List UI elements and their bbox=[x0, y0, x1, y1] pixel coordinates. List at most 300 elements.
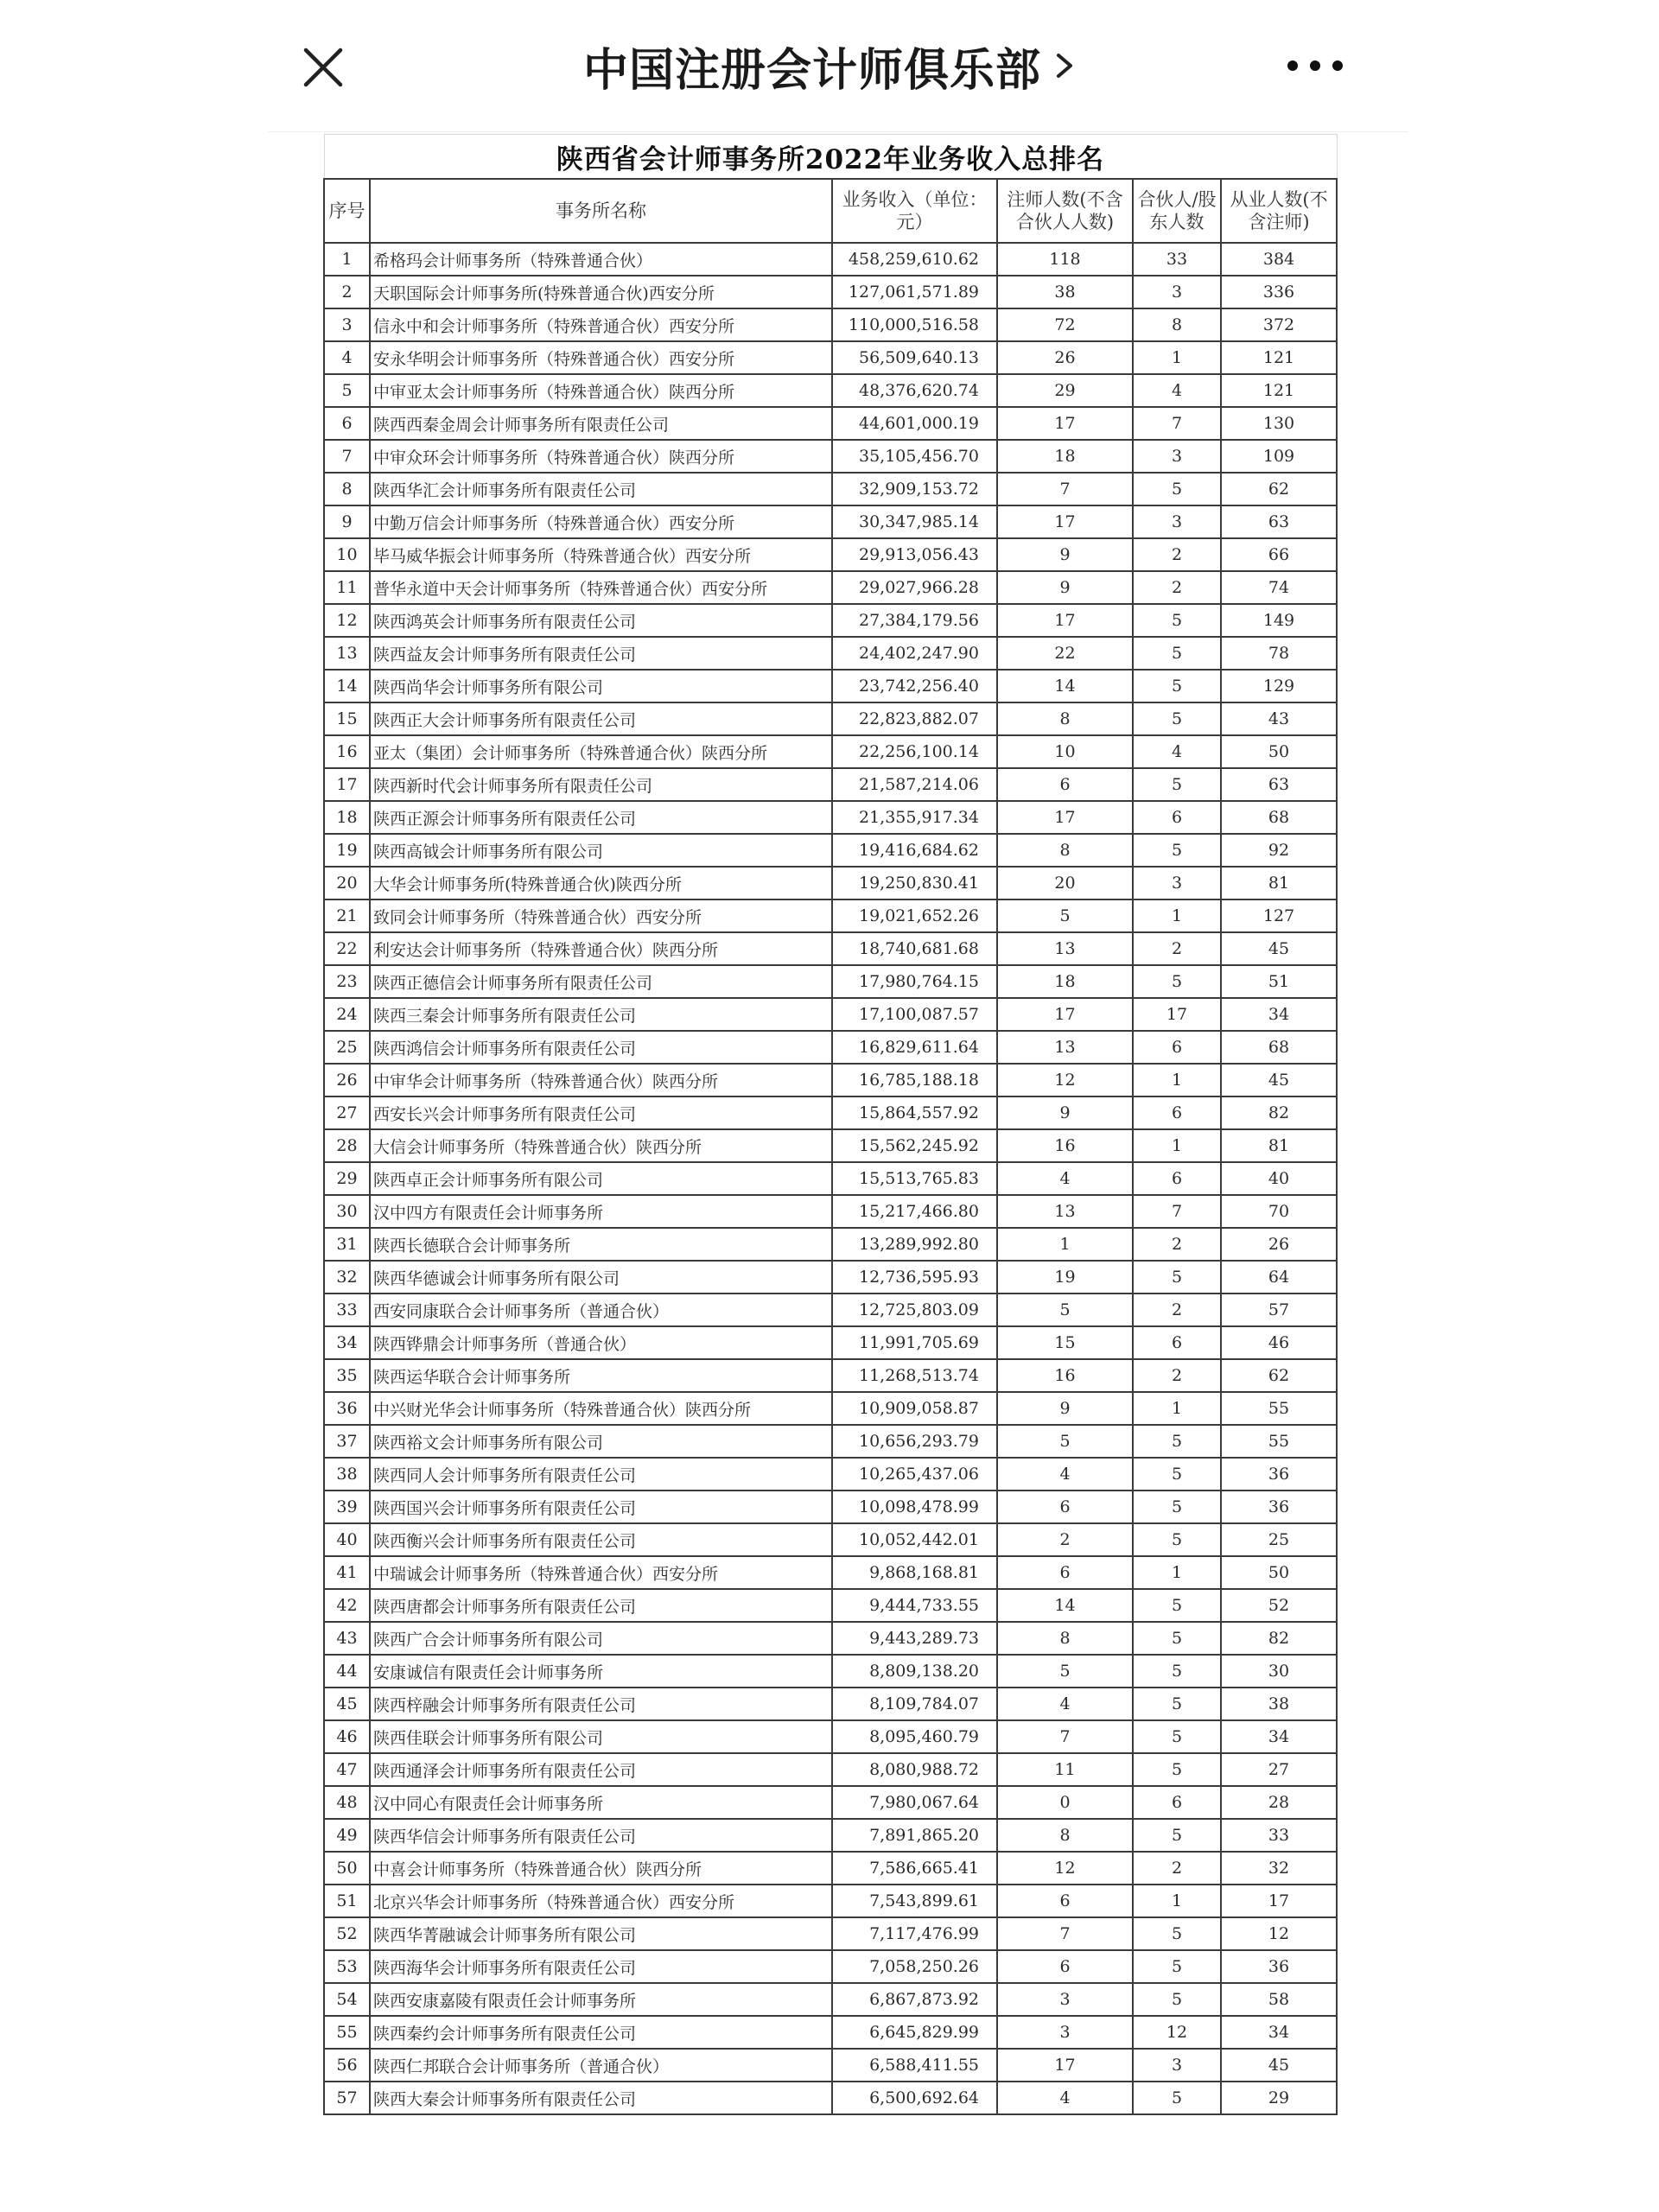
partner-count-cell: 5 bbox=[1133, 1950, 1221, 1983]
table-row bbox=[324, 1523, 1337, 1556]
partner-count-cell: 2 bbox=[1133, 1228, 1221, 1261]
partner-count-cell: 4 bbox=[1133, 735, 1221, 768]
firm-name-cell: 普华永道中天会计师事务所（特殊普通合伙）西安分所 bbox=[370, 571, 832, 604]
firm-name-cell: 亚太（集团）会计师事务所（特殊普通合伙）陕西分所 bbox=[370, 735, 832, 768]
rank-cell: 18 bbox=[324, 801, 370, 834]
table-row bbox=[324, 473, 1337, 505]
cpa-count-cell: 17 bbox=[997, 604, 1133, 637]
partner-count-cell: 17 bbox=[1133, 998, 1221, 1031]
revenue-cell: 10,098,478.99 bbox=[832, 1491, 997, 1523]
rank-cell: 29 bbox=[324, 1162, 370, 1195]
revenue-cell: 6,588,411.55 bbox=[832, 2049, 997, 2082]
revenue-cell: 29,027,966.28 bbox=[832, 571, 997, 604]
staff-count-cell: 55 bbox=[1221, 1392, 1337, 1425]
cpa-count-cell: 1 bbox=[997, 1228, 1133, 1261]
table-title: 陕西省会计师事务所2022年业务收入总排名 bbox=[324, 135, 1337, 180]
rank-cell: 42 bbox=[324, 1589, 370, 1622]
firm-name-cell: 陕西正大会计师事务所有限责任公司 bbox=[370, 702, 832, 735]
firm-name-cell: 陕西新时代会计师事务所有限责任公司 bbox=[370, 768, 832, 801]
rank-cell: 28 bbox=[324, 1129, 370, 1162]
cpa-count-cell: 15 bbox=[997, 1326, 1133, 1359]
dot bbox=[1332, 60, 1343, 71]
cpa-count-cell: 17 bbox=[997, 2049, 1133, 2082]
rank-cell: 49 bbox=[324, 1819, 370, 1852]
rank-cell: 9 bbox=[324, 505, 370, 538]
table-row bbox=[324, 1326, 1337, 1359]
partner-count-cell: 1 bbox=[1133, 899, 1221, 932]
cpa-count-cell: 22 bbox=[997, 637, 1133, 670]
revenue-cell: 48,376,620.74 bbox=[832, 374, 997, 407]
cpa-count-cell: 12 bbox=[997, 1852, 1133, 1885]
partner-count-cell: 5 bbox=[1133, 768, 1221, 801]
partner-count-cell: 5 bbox=[1133, 834, 1221, 867]
cpa-count-cell: 0 bbox=[997, 1786, 1133, 1819]
staff-count-cell: 40 bbox=[1221, 1162, 1337, 1195]
staff-count-cell: 45 bbox=[1221, 1064, 1337, 1096]
cpa-count-cell: 16 bbox=[997, 1359, 1133, 1392]
rank-cell: 13 bbox=[324, 637, 370, 670]
rank-cell: 6 bbox=[324, 407, 370, 440]
firm-name-cell: 利安达会计师事务所（特殊普通合伙）陕西分所 bbox=[370, 932, 832, 965]
col-header-firm-name: 事务所名称 bbox=[370, 179, 832, 243]
cpa-count-cell: 3 bbox=[997, 1983, 1133, 2016]
cpa-count-cell: 18 bbox=[997, 965, 1133, 998]
table-row bbox=[324, 276, 1337, 308]
staff-count-cell: 127 bbox=[1221, 899, 1337, 932]
partner-count-cell: 33 bbox=[1133, 243, 1221, 276]
account-title-link[interactable] bbox=[0, 35, 1659, 97]
firm-name-cell: 中审众环会计师事务所（特殊普通合伙）陕西分所 bbox=[370, 440, 832, 473]
rank-cell: 26 bbox=[324, 1064, 370, 1096]
cpa-count-cell: 8 bbox=[997, 834, 1133, 867]
firm-name-cell: 陕西三秦会计师事务所有限责任公司 bbox=[370, 998, 832, 1031]
rank-cell: 41 bbox=[324, 1556, 370, 1589]
cpa-count-cell: 2 bbox=[997, 1523, 1133, 1556]
rank-cell: 52 bbox=[324, 1917, 370, 1950]
partner-count-cell: 2 bbox=[1133, 538, 1221, 571]
rank-cell: 57 bbox=[324, 2082, 370, 2114]
staff-count-cell: 66 bbox=[1221, 538, 1337, 571]
table-row bbox=[324, 1261, 1337, 1294]
firm-name-cell: 西安长兴会计师事务所有限责任公司 bbox=[370, 1096, 832, 1129]
cpa-count-cell: 10 bbox=[997, 735, 1133, 768]
firm-name-cell: 陕西裕文会计师事务所有限公司 bbox=[370, 1425, 832, 1458]
revenue-cell: 9,868,168.81 bbox=[832, 1556, 997, 1589]
firm-name-cell: 大信会计师事务所（特殊普通合伙）陕西分所 bbox=[370, 1129, 832, 1162]
revenue-cell: 19,021,652.26 bbox=[832, 899, 997, 932]
cpa-count-cell: 17 bbox=[997, 801, 1133, 834]
staff-count-cell: 82 bbox=[1221, 1096, 1337, 1129]
revenue-cell: 12,736,595.93 bbox=[832, 1261, 997, 1294]
revenue-cell: 56,509,640.13 bbox=[832, 341, 997, 374]
rank-cell: 54 bbox=[324, 1983, 370, 2016]
partner-count-cell: 7 bbox=[1133, 1195, 1221, 1228]
table-row bbox=[324, 440, 1337, 473]
partner-count-cell: 5 bbox=[1133, 702, 1221, 735]
revenue-cell: 19,416,684.62 bbox=[832, 834, 997, 867]
partner-count-cell: 2 bbox=[1133, 1852, 1221, 1885]
firm-name-cell: 陕西西秦金周会计师事务所有限责任公司 bbox=[370, 407, 832, 440]
table-row bbox=[324, 1589, 1337, 1622]
rank-cell: 55 bbox=[324, 2016, 370, 2049]
staff-count-cell: 26 bbox=[1221, 1228, 1337, 1261]
cpa-count-cell: 5 bbox=[997, 899, 1133, 932]
staff-count-cell: 121 bbox=[1221, 341, 1337, 374]
table-row bbox=[324, 998, 1337, 1031]
firm-name-cell: 陕西运华联合会计师事务所 bbox=[370, 1359, 832, 1392]
revenue-cell: 7,058,250.26 bbox=[832, 1950, 997, 1983]
rank-cell: 15 bbox=[324, 702, 370, 735]
revenue-cell: 12,725,803.09 bbox=[832, 1294, 997, 1326]
cpa-count-cell: 20 bbox=[997, 867, 1133, 899]
rank-cell: 45 bbox=[324, 1688, 370, 1720]
partner-count-cell: 5 bbox=[1133, 1491, 1221, 1523]
table-row bbox=[324, 308, 1337, 341]
staff-count-cell: 38 bbox=[1221, 1688, 1337, 1720]
partner-count-cell: 2 bbox=[1133, 932, 1221, 965]
firm-name-cell: 陕西广合会计师事务所有限公司 bbox=[370, 1622, 832, 1655]
firm-name-cell: 中兴财光华会计师事务所（特殊普通合伙）陕西分所 bbox=[370, 1392, 832, 1425]
rank-cell: 22 bbox=[324, 932, 370, 965]
table-row bbox=[324, 1425, 1337, 1458]
header-divider bbox=[268, 131, 1408, 132]
table-row bbox=[324, 735, 1337, 768]
cpa-count-cell: 7 bbox=[997, 1720, 1133, 1753]
revenue-cell: 15,217,466.80 bbox=[832, 1195, 997, 1228]
table-row bbox=[324, 768, 1337, 801]
revenue-cell: 7,980,067.64 bbox=[832, 1786, 997, 1819]
partner-count-cell: 2 bbox=[1133, 1294, 1221, 1326]
firm-name-cell: 汉中同心有限责任会计师事务所 bbox=[370, 1786, 832, 1819]
table-body bbox=[324, 243, 1337, 2114]
firm-name-cell: 陕西华菁融诚会计师事务所有限公司 bbox=[370, 1917, 832, 1950]
partner-count-cell: 5 bbox=[1133, 1458, 1221, 1491]
firm-name-cell: 中勤万信会计师事务所（特殊普通合伙）西安分所 bbox=[370, 505, 832, 538]
cpa-count-cell: 118 bbox=[997, 243, 1133, 276]
rank-cell: 33 bbox=[324, 1294, 370, 1326]
partner-count-cell: 7 bbox=[1133, 407, 1221, 440]
revenue-cell: 6,500,692.64 bbox=[832, 2082, 997, 2114]
partner-count-cell: 6 bbox=[1133, 1786, 1221, 1819]
revenue-cell: 30,347,985.14 bbox=[832, 505, 997, 538]
staff-count-cell: 25 bbox=[1221, 1523, 1337, 1556]
partner-count-cell: 1 bbox=[1133, 341, 1221, 374]
cpa-count-cell: 6 bbox=[997, 1491, 1133, 1523]
revenue-cell: 21,355,917.34 bbox=[832, 801, 997, 834]
revenue-cell: 19,250,830.41 bbox=[832, 867, 997, 899]
more-horizontal-icon[interactable] bbox=[1287, 52, 1343, 79]
revenue-cell: 44,601,000.19 bbox=[832, 407, 997, 440]
table-row bbox=[324, 1950, 1337, 1983]
cpa-count-cell: 12 bbox=[997, 1064, 1133, 1096]
firm-name-cell: 陕西国兴会计师事务所有限责任公司 bbox=[370, 1491, 832, 1523]
partner-count-cell: 6 bbox=[1133, 1031, 1221, 1064]
staff-count-cell: 57 bbox=[1221, 1294, 1337, 1326]
firm-name-cell: 陕西鸿信会计师事务所有限责任公司 bbox=[370, 1031, 832, 1064]
cpa-count-cell: 72 bbox=[997, 308, 1133, 341]
table-row bbox=[324, 1819, 1337, 1852]
staff-count-cell: 62 bbox=[1221, 473, 1337, 505]
rank-cell: 30 bbox=[324, 1195, 370, 1228]
staff-count-cell: 32 bbox=[1221, 1852, 1337, 1885]
staff-count-cell: 70 bbox=[1221, 1195, 1337, 1228]
firm-name-cell: 毕马威华振会计师事务所（特殊普通合伙）西安分所 bbox=[370, 538, 832, 571]
revenue-cell: 15,513,765.83 bbox=[832, 1162, 997, 1195]
revenue-cell: 110,000,516.58 bbox=[832, 308, 997, 341]
cpa-count-cell: 5 bbox=[997, 1425, 1133, 1458]
revenue-cell: 24,402,247.90 bbox=[832, 637, 997, 670]
revenue-cell: 13,289,992.80 bbox=[832, 1228, 997, 1261]
revenue-cell: 6,645,829.99 bbox=[832, 2016, 997, 2049]
staff-count-cell: 336 bbox=[1221, 276, 1337, 308]
cpa-count-cell: 17 bbox=[997, 407, 1133, 440]
revenue-cell: 10,265,437.06 bbox=[832, 1458, 997, 1491]
cpa-count-cell: 14 bbox=[997, 670, 1133, 702]
col-header-cpa-count: 注师人数(不含合伙人人数) bbox=[997, 179, 1133, 243]
revenue-cell: 11,991,705.69 bbox=[832, 1326, 997, 1359]
firm-name-cell: 陕西华信会计师事务所有限责任公司 bbox=[370, 1819, 832, 1852]
firm-name-cell: 陕西正源会计师事务所有限责任公司 bbox=[370, 801, 832, 834]
firm-name-cell: 中审亚太会计师事务所（特殊普通合伙）陕西分所 bbox=[370, 374, 832, 407]
staff-count-cell: 29 bbox=[1221, 2082, 1337, 2114]
firm-name-cell: 陕西鸿英会计师事务所有限责任公司 bbox=[370, 604, 832, 637]
firm-name-cell: 陕西益友会计师事务所有限责任公司 bbox=[370, 637, 832, 670]
rank-cell: 3 bbox=[324, 308, 370, 341]
table-row bbox=[324, 965, 1337, 998]
revenue-cell: 127,061,571.89 bbox=[832, 276, 997, 308]
staff-count-cell: 63 bbox=[1221, 505, 1337, 538]
cpa-count-cell: 13 bbox=[997, 932, 1133, 965]
cpa-count-cell: 29 bbox=[997, 374, 1133, 407]
revenue-cell: 32,909,153.72 bbox=[832, 473, 997, 505]
cpa-count-cell: 7 bbox=[997, 1917, 1133, 1950]
revenue-cell: 7,117,476.99 bbox=[832, 1917, 997, 1950]
cpa-count-cell: 5 bbox=[997, 1294, 1133, 1326]
partner-count-cell: 5 bbox=[1133, 1523, 1221, 1556]
firm-name-cell: 陕西大秦会计师事务所有限责任公司 bbox=[370, 2082, 832, 2114]
cpa-count-cell: 6 bbox=[997, 768, 1133, 801]
table-row bbox=[324, 1228, 1337, 1261]
col-header-staff-count: 从业人数(不含注师) bbox=[1221, 179, 1337, 243]
partner-count-cell: 3 bbox=[1133, 440, 1221, 473]
cpa-count-cell: 38 bbox=[997, 276, 1133, 308]
table-row bbox=[324, 1983, 1337, 2016]
staff-count-cell: 43 bbox=[1221, 702, 1337, 735]
staff-count-cell: 34 bbox=[1221, 2016, 1337, 2049]
cpa-count-cell: 4 bbox=[997, 1688, 1133, 1720]
cpa-count-cell: 6 bbox=[997, 1950, 1133, 1983]
staff-count-cell: 81 bbox=[1221, 1129, 1337, 1162]
cpa-count-cell: 4 bbox=[997, 1458, 1133, 1491]
rank-cell: 25 bbox=[324, 1031, 370, 1064]
partner-count-cell: 5 bbox=[1133, 473, 1221, 505]
firm-name-cell: 陕西秦约会计师事务所有限责任公司 bbox=[370, 2016, 832, 2049]
firm-name-cell: 北京兴华会计师事务所（特殊普通合伙）西安分所 bbox=[370, 1885, 832, 1917]
cpa-count-cell: 16 bbox=[997, 1129, 1133, 1162]
revenue-cell: 8,080,988.72 bbox=[832, 1753, 997, 1786]
table-row bbox=[324, 1458, 1337, 1491]
rank-cell: 11 bbox=[324, 571, 370, 604]
partner-count-cell: 5 bbox=[1133, 1589, 1221, 1622]
cpa-count-cell: 7 bbox=[997, 473, 1133, 505]
staff-count-cell: 78 bbox=[1221, 637, 1337, 670]
table-row bbox=[324, 1885, 1337, 1917]
revenue-cell: 15,864,557.92 bbox=[832, 1096, 997, 1129]
firm-name-cell: 陕西长德联合会计师事务所 bbox=[370, 1228, 832, 1261]
partner-count-cell: 5 bbox=[1133, 1688, 1221, 1720]
staff-count-cell: 130 bbox=[1221, 407, 1337, 440]
rank-cell: 5 bbox=[324, 374, 370, 407]
table-row bbox=[324, 1195, 1337, 1228]
table-row bbox=[324, 1129, 1337, 1162]
rank-cell: 40 bbox=[324, 1523, 370, 1556]
table-row bbox=[324, 670, 1337, 702]
partner-count-cell: 5 bbox=[1133, 1753, 1221, 1786]
revenue-cell: 35,105,456.70 bbox=[832, 440, 997, 473]
staff-count-cell: 45 bbox=[1221, 932, 1337, 965]
rank-cell: 32 bbox=[324, 1261, 370, 1294]
rank-cell: 53 bbox=[324, 1950, 370, 1983]
cpa-count-cell: 5 bbox=[997, 1655, 1133, 1688]
staff-count-cell: 46 bbox=[1221, 1326, 1337, 1359]
revenue-cell: 29,913,056.43 bbox=[832, 538, 997, 571]
cpa-count-cell: 11 bbox=[997, 1753, 1133, 1786]
rank-cell: 37 bbox=[324, 1425, 370, 1458]
staff-count-cell: 68 bbox=[1221, 801, 1337, 834]
table-row bbox=[324, 407, 1337, 440]
table-row bbox=[324, 604, 1337, 637]
firm-name-cell: 陕西铧鼎会计师事务所（普通合伙） bbox=[370, 1326, 832, 1359]
staff-count-cell: 45 bbox=[1221, 2049, 1337, 2082]
rank-cell: 24 bbox=[324, 998, 370, 1031]
revenue-cell: 9,443,289.73 bbox=[832, 1622, 997, 1655]
partner-count-cell: 2 bbox=[1133, 1359, 1221, 1392]
table-row bbox=[324, 1031, 1337, 1064]
revenue-cell: 10,052,442.01 bbox=[832, 1523, 997, 1556]
firm-name-cell: 中喜会计师事务所（特殊普通合伙）陕西分所 bbox=[370, 1852, 832, 1885]
firm-name-cell: 陕西通泽会计师事务所有限责任公司 bbox=[370, 1753, 832, 1786]
table-row bbox=[324, 637, 1337, 670]
firm-name-cell: 陕西卓正会计师事务所有限公司 bbox=[370, 1162, 832, 1195]
firm-name-cell: 致同会计师事务所（特殊普通合伙）西安分所 bbox=[370, 899, 832, 932]
table-header-row bbox=[324, 179, 1337, 243]
partner-count-cell: 5 bbox=[1133, 604, 1221, 637]
staff-count-cell: 33 bbox=[1221, 1819, 1337, 1852]
table-row bbox=[324, 2082, 1337, 2114]
rank-cell: 20 bbox=[324, 867, 370, 899]
table-row bbox=[324, 1688, 1337, 1720]
revenue-cell: 6,867,873.92 bbox=[832, 1983, 997, 2016]
revenue-cell: 8,095,460.79 bbox=[832, 1720, 997, 1753]
rank-cell: 7 bbox=[324, 440, 370, 473]
revenue-cell: 16,785,188.18 bbox=[832, 1064, 997, 1096]
staff-count-cell: 50 bbox=[1221, 1556, 1337, 1589]
firm-name-cell: 陕西安康嘉陵有限责任会计师事务所 bbox=[370, 1983, 832, 2016]
col-header-partner-count: 合伙人/股东人数 bbox=[1133, 179, 1221, 243]
rank-cell: 4 bbox=[324, 341, 370, 374]
firm-name-cell: 陕西仁邦联合会计师事务所（普通合伙） bbox=[370, 2049, 832, 2082]
table-row bbox=[324, 2016, 1337, 2049]
top-navigation-bar bbox=[0, 0, 1659, 130]
table-row bbox=[324, 341, 1337, 374]
firm-name-cell: 安永华明会计师事务所（特殊普通合伙）西安分所 bbox=[370, 341, 832, 374]
cpa-count-cell: 13 bbox=[997, 1195, 1133, 1228]
partner-count-cell: 1 bbox=[1133, 1885, 1221, 1917]
rank-cell: 19 bbox=[324, 834, 370, 867]
table-row bbox=[324, 1786, 1337, 1819]
rank-cell: 50 bbox=[324, 1852, 370, 1885]
staff-count-cell: 121 bbox=[1221, 374, 1337, 407]
revenue-cell: 15,562,245.92 bbox=[832, 1129, 997, 1162]
rank-cell: 14 bbox=[324, 670, 370, 702]
firm-name-cell: 陕西唐都会计师事务所有限责任公司 bbox=[370, 1589, 832, 1622]
partner-count-cell: 5 bbox=[1133, 1917, 1221, 1950]
rank-cell: 12 bbox=[324, 604, 370, 637]
firm-name-cell: 陕西海华会计师事务所有限责任公司 bbox=[370, 1950, 832, 1983]
partner-count-cell: 5 bbox=[1133, 1720, 1221, 1753]
partner-count-cell: 8 bbox=[1133, 308, 1221, 341]
cpa-count-cell: 14 bbox=[997, 1589, 1133, 1622]
firm-name-cell: 陕西衡兴会计师事务所有限责任公司 bbox=[370, 1523, 832, 1556]
firm-name-cell: 陕西同人会计师事务所有限责任公司 bbox=[370, 1458, 832, 1491]
firm-name-cell: 中瑞诚会计师事务所（特殊普通合伙）西安分所 bbox=[370, 1556, 832, 1589]
cpa-count-cell: 4 bbox=[997, 2082, 1133, 2114]
table-row bbox=[324, 1162, 1337, 1195]
partner-count-cell: 6 bbox=[1133, 1096, 1221, 1129]
rank-cell: 27 bbox=[324, 1096, 370, 1129]
table-row bbox=[324, 1294, 1337, 1326]
rank-cell: 46 bbox=[324, 1720, 370, 1753]
table-row bbox=[324, 505, 1337, 538]
revenue-cell: 11,268,513.74 bbox=[832, 1359, 997, 1392]
partner-count-cell: 5 bbox=[1133, 1261, 1221, 1294]
staff-count-cell: 62 bbox=[1221, 1359, 1337, 1392]
cpa-count-cell: 17 bbox=[997, 998, 1133, 1031]
revenue-cell: 27,384,179.56 bbox=[832, 604, 997, 637]
revenue-cell: 23,742,256.40 bbox=[832, 670, 997, 702]
staff-count-cell: 74 bbox=[1221, 571, 1337, 604]
staff-count-cell: 64 bbox=[1221, 1261, 1337, 1294]
staff-count-cell: 12 bbox=[1221, 1917, 1337, 1950]
cpa-count-cell: 9 bbox=[997, 1096, 1133, 1129]
ranking-table bbox=[323, 134, 1338, 2115]
staff-count-cell: 36 bbox=[1221, 1950, 1337, 1983]
dot bbox=[1287, 60, 1298, 71]
staff-count-cell: 28 bbox=[1221, 1786, 1337, 1819]
table-row bbox=[324, 1064, 1337, 1096]
staff-count-cell: 30 bbox=[1221, 1655, 1337, 1688]
rank-cell: 36 bbox=[324, 1392, 370, 1425]
partner-count-cell: 2 bbox=[1133, 571, 1221, 604]
revenue-cell: 22,823,882.07 bbox=[832, 702, 997, 735]
table-row bbox=[324, 1720, 1337, 1753]
firm-name-cell: 陕西华德诚会计师事务所有限公司 bbox=[370, 1261, 832, 1294]
rank-cell: 34 bbox=[324, 1326, 370, 1359]
revenue-cell: 22,256,100.14 bbox=[832, 735, 997, 768]
cpa-count-cell: 26 bbox=[997, 341, 1133, 374]
table-row bbox=[324, 1655, 1337, 1688]
cpa-count-cell: 8 bbox=[997, 1622, 1133, 1655]
table-row bbox=[324, 1917, 1337, 1950]
staff-count-cell: 384 bbox=[1221, 243, 1337, 276]
partner-count-cell: 5 bbox=[1133, 1425, 1221, 1458]
cpa-count-cell: 13 bbox=[997, 1031, 1133, 1064]
partner-count-cell: 5 bbox=[1133, 670, 1221, 702]
staff-count-cell: 50 bbox=[1221, 735, 1337, 768]
staff-count-cell: 81 bbox=[1221, 867, 1337, 899]
rank-cell: 48 bbox=[324, 1786, 370, 1819]
partner-count-cell: 3 bbox=[1133, 867, 1221, 899]
